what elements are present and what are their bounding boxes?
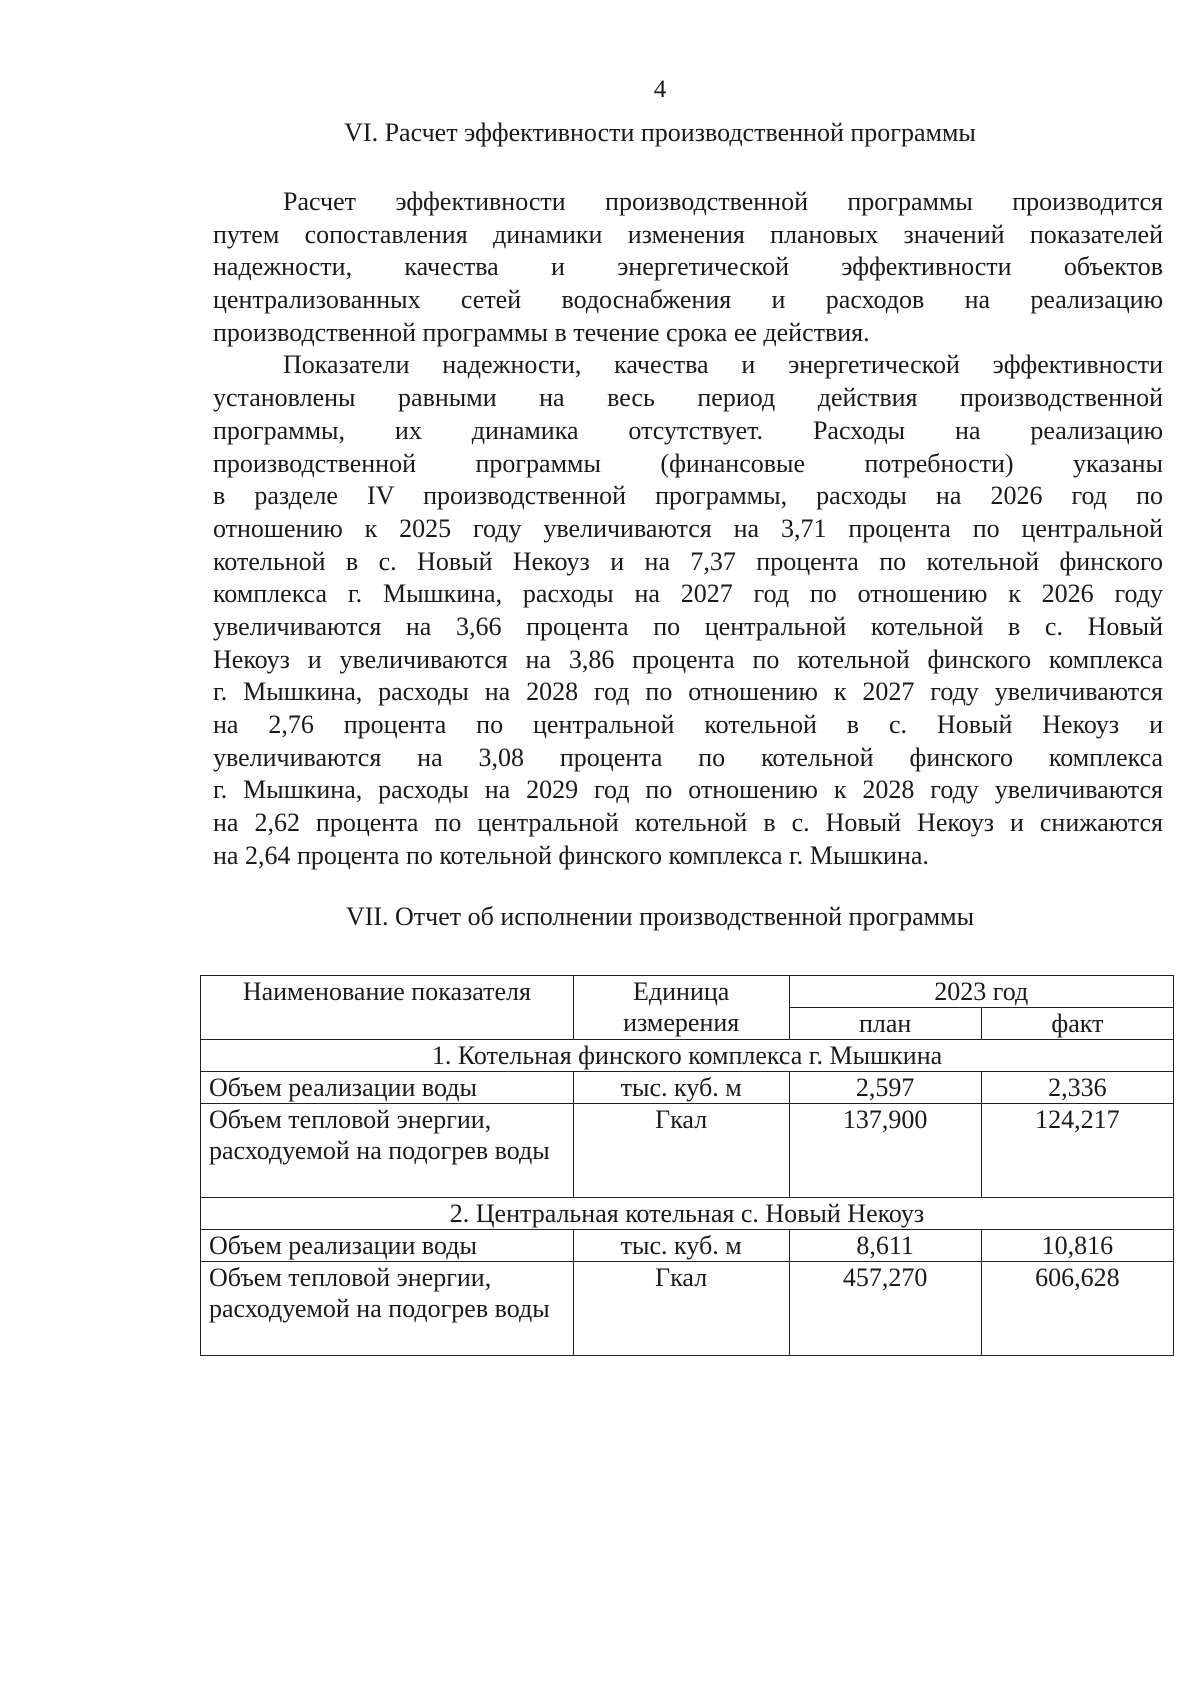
paragraph-line: г. Мышкина, расходы на 2028 год по отношению к 2027 году увеличиваются [213, 677, 1163, 707]
page-number: 4 [653, 76, 667, 103]
row-unit: Гкал [573, 1262, 789, 1356]
paragraph-line: отношению к 2025 году увеличиваются на 3,71 процента по центральной [213, 513, 1163, 543]
paragraph-line: путем сопоставления динамики изменения плановых значений показателей [213, 219, 1163, 249]
header-unit-line: измерения [623, 1008, 740, 1037]
paragraph-line: Расчет эффективности производственной программы производится [283, 187, 1163, 216]
table-row [201, 1230, 1174, 1262]
table-header-row [201, 976, 1174, 1008]
section-7-title: VII. Отчет об исполнении производственной программы [345, 902, 975, 931]
header-indicator-name: Наименование показателя [201, 976, 574, 1040]
header-plan: план [789, 1008, 981, 1040]
header-unit [573, 976, 789, 1040]
paragraph-line: Некоуз и увеличиваются на 3,86 процента по котельной финского комплекса [213, 644, 1163, 674]
paragraph-line: котельной в с. Новый Некоуз и на 7,37 процента по котельной финского [213, 546, 1163, 576]
section-6-body [213, 186, 1163, 872]
table-row [201, 1104, 1174, 1198]
row-unit: Гкал [573, 1104, 789, 1198]
paragraph-line: на 2,64 процента по котельной финского комплекса г. Мышкина. [213, 840, 929, 870]
paragraph-line: г. Мышкина, расходы на 2029 год по отношению к 2028 году увеличиваются [213, 775, 1163, 805]
header-unit-line: Единица [633, 977, 730, 1006]
header-fact: факт [981, 1008, 1173, 1040]
row-fact: 10,816 [981, 1230, 1173, 1262]
row-unit: тыс. куб. м [573, 1230, 789, 1262]
paragraph-line: в разделе IV производственной программы, расходы на 2026 год по [213, 481, 1163, 511]
paragraph-line: увеличиваются на 3,08 процента по котельной финского комплекса [213, 742, 1163, 772]
paragraph-line: на 2,62 процента по центральной котельной в с. Новый Некоуз и снижаются [213, 808, 1163, 838]
paragraph-line: надежности, качества и энергетической эффективности объектов [213, 252, 1163, 282]
paragraph-line: комплекса г. Мышкина, расходы на 2027 год по отношению к 2026 году [213, 579, 1163, 609]
row-indicator-name: Объем тепловой энергии, расходуемой на подогрев воды [201, 1262, 574, 1356]
group-title: 2. Центральная котельная с. Новый Некоуз [201, 1198, 1174, 1230]
row-plan: 457,270 [789, 1262, 981, 1356]
table-row [201, 1262, 1174, 1356]
row-indicator-name: Объем тепловой энергии, расходуемой на подогрев воды [201, 1104, 574, 1198]
section-6-title: VI. Расчет эффективности производственной программы [344, 118, 976, 147]
paragraph-line: производственной программы (финансовые потребности) указаны [213, 448, 1163, 478]
row-indicator-name: Объем реализации воды [201, 1230, 574, 1262]
row-plan: 2,597 [789, 1072, 981, 1104]
row-plan: 8,611 [789, 1230, 981, 1262]
row-indicator-name: Объем реализации воды [201, 1072, 574, 1104]
paragraph-line: централизованных сетей водоснабжения и расходов на реализацию [213, 285, 1163, 315]
table-group-row [201, 1040, 1174, 1072]
paragraph-line: производственной программы в течение срока ее действия. [213, 317, 870, 347]
table-group-row [201, 1198, 1174, 1230]
header-year: 2023 год [789, 976, 1174, 1008]
paragraph-line: увеличиваются на 3,66 процента по центральной котельной в с. Новый [213, 611, 1163, 641]
row-unit: тыс. куб. м [573, 1072, 789, 1104]
paragraph-line: на 2,76 процента по центральной котельной в с. Новый Некоуз и [213, 710, 1163, 739]
row-plan: 137,900 [789, 1104, 981, 1198]
row-fact: 2,336 [981, 1072, 1173, 1104]
group-title: 1. Котельная финского комплекса г. Мышкина [201, 1040, 1174, 1072]
program-report-table [200, 975, 1174, 1356]
row-fact: 606,628 [981, 1262, 1173, 1356]
row-fact: 124,217 [981, 1104, 1173, 1198]
table-row [201, 1072, 1174, 1104]
paragraph-line: программы, их динамика отсутствует. Расходы на реализацию [213, 415, 1163, 445]
paragraph-line: установлены равными на весь период действия производственной [213, 383, 1163, 413]
paragraph-line: Показатели надежности, качества и энергетической эффективности [283, 350, 1163, 380]
